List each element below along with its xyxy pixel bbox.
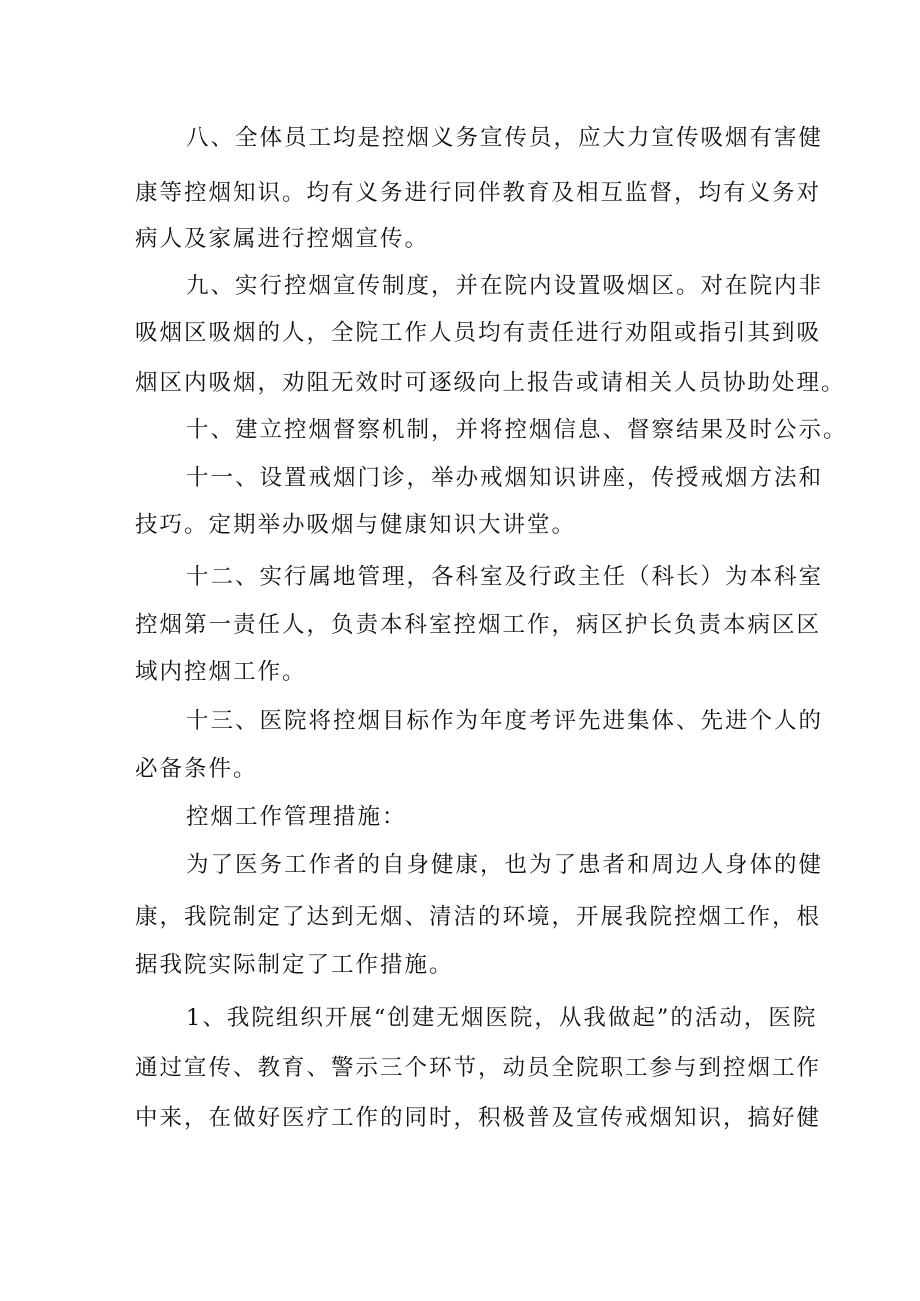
paragraph-8-line-2: 康等控烟知识。均有义务进行同伴教育及相互监督，均有义务对: [135, 180, 822, 206]
paragraph-12-line-2: 控烟第一责任人，负责本科室控烟工作，病区护长负责本病区区: [135, 612, 822, 638]
measure-1-line-3: 中来，在做好医疗工作的同时，积极普及宣传戒烟知识，搞好健: [135, 1105, 822, 1131]
paragraph-12-line-3: 域内控烟工作。: [135, 659, 307, 685]
intro-paragraph-line-2: 康，我院制定了达到无烟、清洁的环境，开展我院控烟工作，根: [135, 904, 822, 930]
intro-paragraph-line-1: 为了医务工作者的自身健康，也为了患者和周边人身体的健: [186, 852, 824, 878]
measure-1-line-1: 1、我院组织开展“创建无烟医院，从我做起”的活动，医院: [186, 1005, 818, 1031]
paragraph-8-line-3: 病人及家属进行控烟宣传。: [135, 226, 430, 252]
paragraph-9-line-1: 九、实行控烟宣传制度，并在院内设置吸烟区。对在院内非: [186, 273, 824, 299]
paragraph-9-line-3: 烟区内吸烟，劝阻无效时可逐级向上报告或请相关人员协助处理。: [135, 370, 846, 396]
paragraph-13-line-1: 十三、医院将控烟目标作为年度考评先进集体、先进个人的: [186, 708, 824, 734]
paragraph-13-line-2: 必备条件。: [135, 756, 258, 782]
measure-1-line-2: 通过宣传、教育、警示三个环节，动员全院职工参与到控烟工作: [135, 1055, 822, 1081]
section-heading-measures: 控烟工作管理措施：: [186, 804, 407, 830]
paragraph-10-line-1: 十、建立控烟督察机制，并将控烟信息、督察结果及时公示。: [186, 417, 848, 443]
intro-paragraph-line-3: 据我院实际制定了工作措施。: [135, 952, 454, 978]
paragraph-9-line-2: 吸烟区吸烟的人，全院工作人员均有责任进行劝阻或指引其到吸: [135, 320, 822, 346]
paragraph-11-line-2: 技巧。定期举办吸烟与健康知识大讲堂。: [135, 512, 577, 538]
paragraph-8-line-1: 八、全体员工均是控烟义务宣传员，应大力宣传吸烟有害健: [186, 125, 824, 151]
paragraph-11-line-1: 十一、设置戒烟门诊，举办戒烟知识讲座，传授戒烟方法和: [186, 465, 824, 491]
paragraph-12-line-1: 十二、实行属地管理，各科室及行政主任（科长）为本科室: [186, 564, 824, 590]
